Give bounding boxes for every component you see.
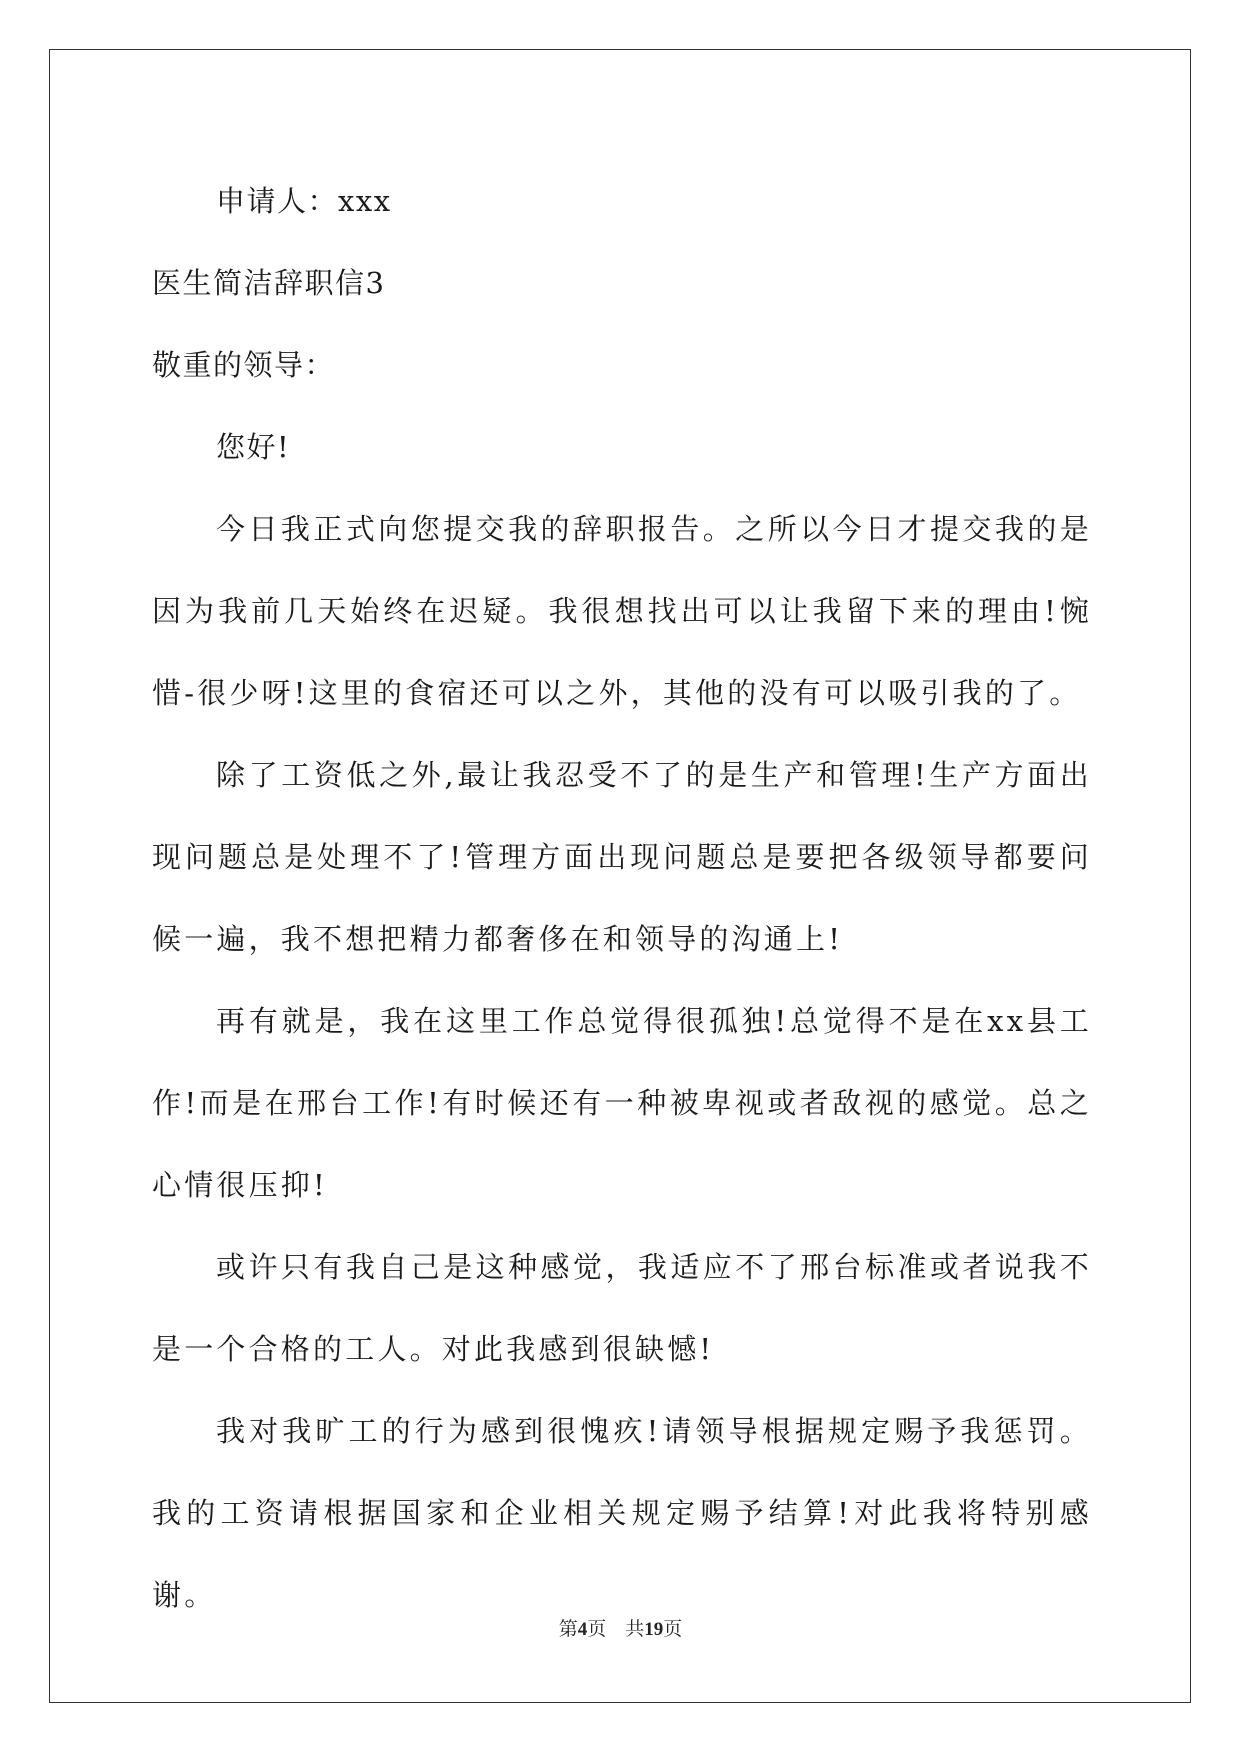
- footer-total-pages: 19: [644, 1619, 664, 1640]
- salutation: 敬重的领导：: [152, 348, 336, 382]
- footer-page-number: 4: [577, 1619, 588, 1640]
- paragraph: 我对我旷工的行为感到很愧疚!请领导根据规定赐予我惩罚。我的工资请根据国家和企业相关规定赐予结算!对此我将特别感谢。: [152, 1414, 1092, 1612]
- greeting: 您好!: [216, 430, 291, 464]
- document-body: [152, 160, 1092, 1636]
- paragraph: 再有就是，我在这里工作总觉得很孤独!总觉得不是在xx县工作!而是在邢台工作!有时候还有一种被卑视或者敌视的感觉。总之心情很压抑!: [152, 1004, 1092, 1202]
- section-title: 医生简洁辞职信3: [152, 266, 386, 300]
- paragraph: 今日我正式向您提交我的辞职报告。之所以今日才提交我的是因为我前几天始终在迟疑。我很想找出可以让我留下来的理由!惋惜-很少呀!这里的食宿还可以之外，其他的没有可以吸引我的了。: [152, 512, 1092, 710]
- applicant-line: 申请人：xxx: [216, 184, 392, 218]
- footer-page-prefix: 第: [558, 1618, 578, 1640]
- page-footer: [0, 1614, 1241, 1641]
- paragraph: 或许只有我自己是这种感觉，我适应不了邢台标准或者说我不是一个合格的工人。对此我感到很缺憾!: [152, 1250, 1092, 1366]
- footer-page-suffix: 页: [663, 1618, 683, 1640]
- footer-page-mid: 页 共: [587, 1618, 645, 1640]
- paragraph: 除了工资低之外,最让我忍受不了的是生产和管理!生产方面出现问题总是处理不了!管理方面出现问题总是要把各级领导都要问候一遍，我不想把精力都奢侈在和领导的沟通上!: [152, 758, 1092, 956]
